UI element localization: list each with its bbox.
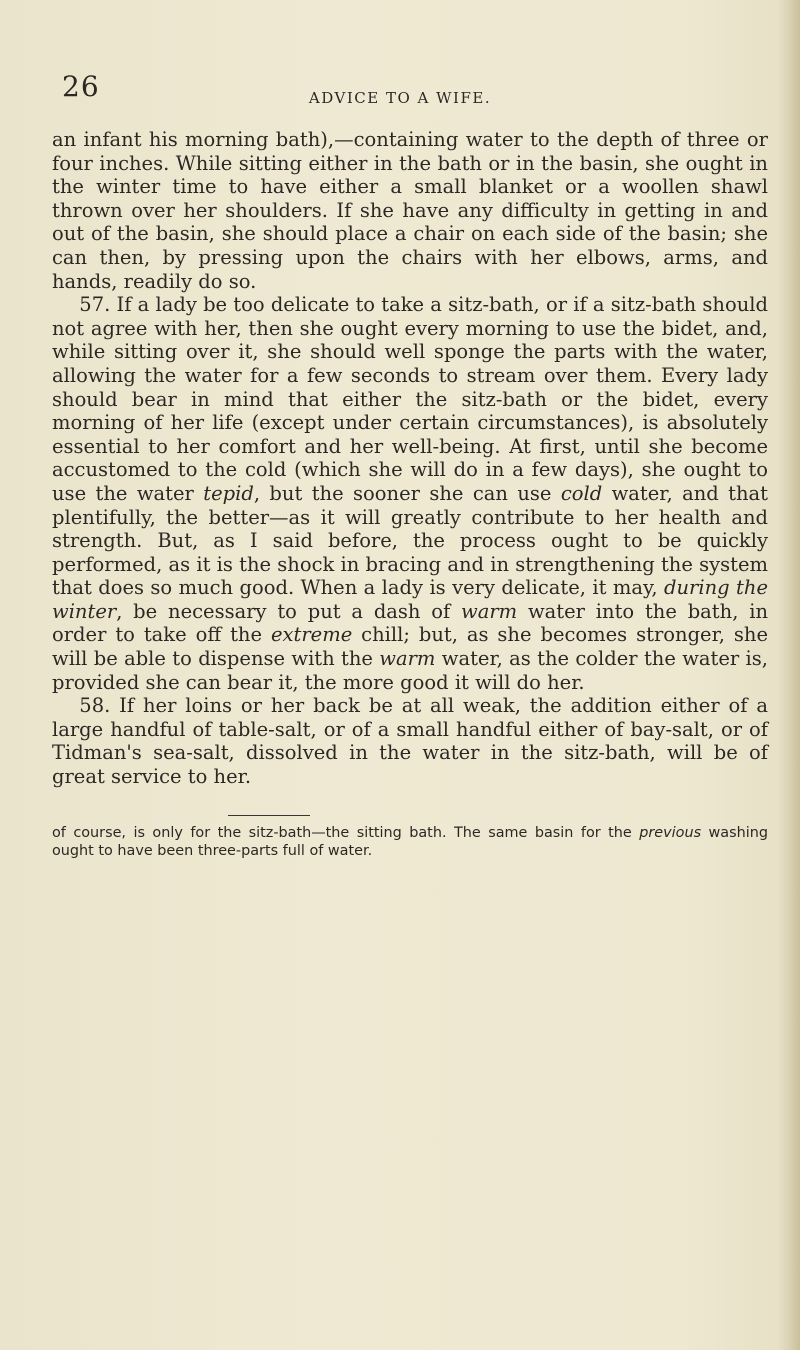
paragraph-continuation [52,128,768,293]
text-run: 57. If a lady be too delicate to take a sitz-bath, or if a sitz-bath should not agree with her, then she ought every morning to use the bidet, and, while sitting over it, she should well sponge the parts with the water, allowing the water for a few seconds to stream over them. Every lady should bear in mind that either the sitz-bath or the bidet, every morning of her life (except under certain circumstances), is absolutely essential to her comfort and her well-being. At first, until she become accustomed to the cold (which she will do in a few days), she ought to use the water [52,293,768,505]
running-head: ADVICE TO A WIFE. [308,89,492,107]
body-text [52,128,768,789]
text-run: water into the bath, in order to take off the [52,599,768,647]
text-run: , but the sooner she can use [253,481,561,505]
text-run: an infant his morning bath),—containing water to the depth of three or four inches. While sitting either in the bath or in the basin, she ought in the winter time to have either a small blanket or a woollen shawl thrown over her shoulders. If she have any difficulty in getting in and out of the basin, she should place a chair on each side of the basin; she can then, by pressing upon the chairs with her elbows, arms, and hands, readily do so. [52,128,768,293]
italic-run: tepid [203,481,254,505]
italic-run: during the winter [52,576,768,623]
page-edge-shadow [778,0,800,1350]
paragraph-57 [52,293,768,694]
text-run: , be necessary to put a dash of [116,599,462,623]
footnote [52,824,768,861]
italic-run: warm [461,599,518,623]
italic-run: cold [560,481,603,505]
footnote-text [52,824,768,861]
text-run: chill; but, as she becomes stronger, she will be able to dispense with the [52,623,769,671]
text-run: 58. If her loins or her back be at all weak, the addition either of a large handful of table-salt, or of a small handful either of bay-salt, or of Tidman's sea-salt, dissolved in the water in the sitz-bath, will be of great service to her. [52,694,768,789]
page-number: 26 [62,70,100,103]
text-run: washing ought to have been three-parts full of water. [52,825,768,860]
italic-run: previous [639,825,702,841]
italic-run: extreme [270,623,353,647]
paragraph-58 [52,694,768,788]
text-run: of course, is only for the sitz-bath—the sitting bath. The same basin for the [52,825,640,841]
footnote-rule [228,815,310,816]
text-run: water, as the colder the water is, provided she can bear it, the more good it will do her. [52,647,768,694]
text-run: water, and that plentifully, the better—as it will greatly contribute to her health and strength. But, as I said before, the process ought to be quickly performed, as it is the shock in bracing and in strengthening the system that does so much good. When a lady is very delicate, it may, [52,481,768,600]
italic-run: warm [379,647,436,671]
